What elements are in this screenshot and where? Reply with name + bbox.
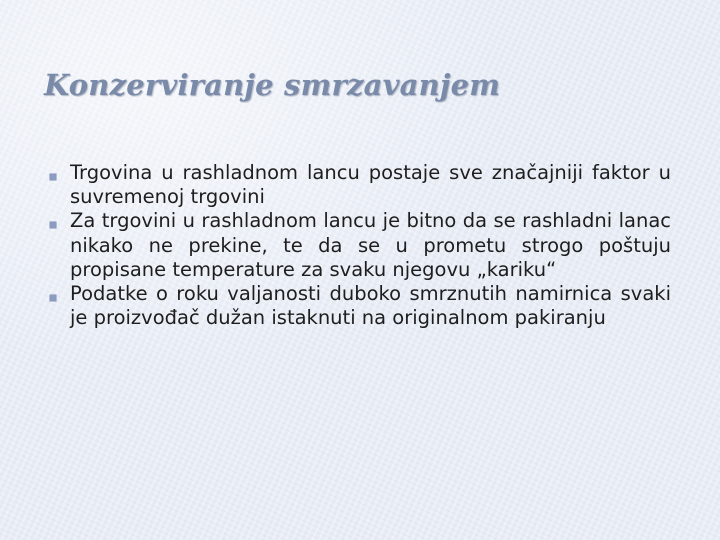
bullet-item	[50, 209, 671, 282]
square-bullet-icon	[50, 174, 56, 180]
square-bullet-icon	[50, 295, 56, 301]
square-bullet-icon	[50, 222, 56, 228]
bullet-text: Trgovina u rashladnom lancu postaje sve značajniji faktor u suvremenoj trgovini	[70, 161, 671, 209]
bullet-item	[50, 282, 671, 330]
bullet-text: Podatke o roku valjanosti duboko smrznutih namirnica svaki je proizvođač dužan istaknuti na originalnom pakiranju	[70, 282, 671, 330]
bullet-item	[50, 161, 671, 209]
bullet-text: Za trgovini u rashladnom lancu je bitno da se rashladni lanac nikako ne prekine, te da se u prometu strogo poštuju propisane temperature za svaku njegovu „kariku“	[70, 209, 671, 281]
bullet-list	[50, 161, 671, 330]
slide-title: Konzerviranje smrzavanjem	[44, 68, 501, 102]
